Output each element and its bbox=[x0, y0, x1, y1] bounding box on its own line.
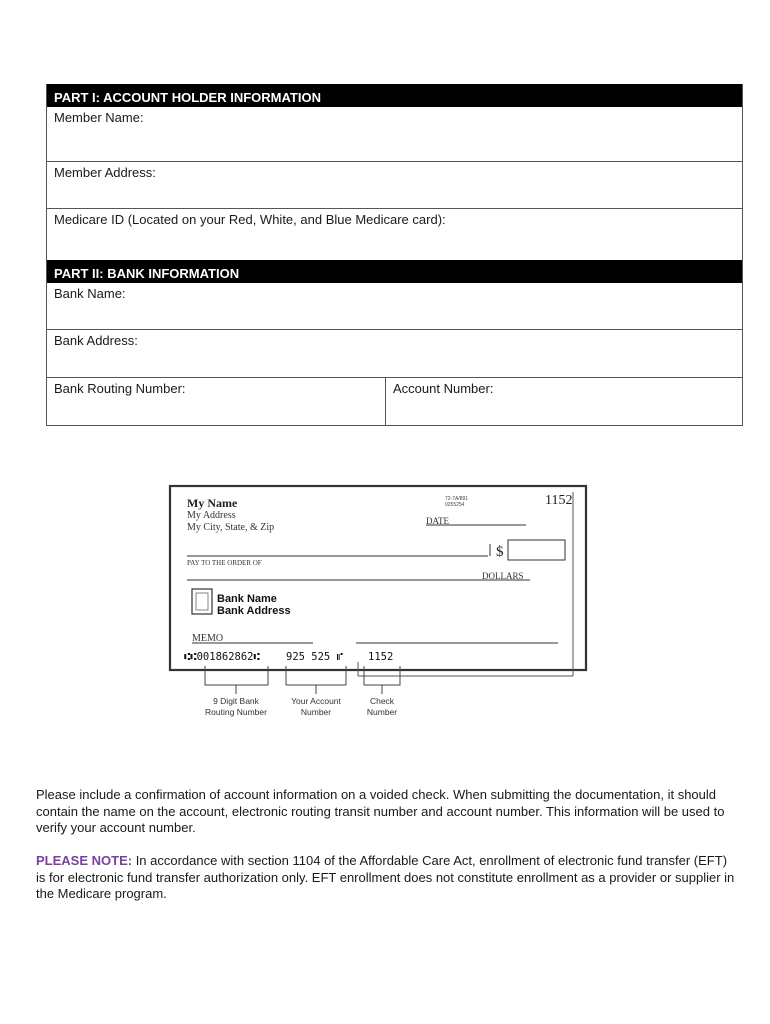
bank-address-label: Bank Address: bbox=[54, 333, 138, 348]
routing-account-row bbox=[47, 377, 742, 425]
check-amount-box bbox=[508, 540, 565, 560]
member-address-label: Member Address: bbox=[54, 165, 156, 180]
member-address-field[interactable] bbox=[47, 161, 742, 208]
check-pay-to-label: PAY TO THE ORDER OF bbox=[187, 559, 262, 567]
check-date-label: DATE bbox=[426, 516, 449, 526]
callout-check-line2: Number bbox=[366, 707, 398, 717]
bank-name-field[interactable] bbox=[47, 283, 742, 329]
account-number-label: Account Number: bbox=[393, 381, 494, 396]
callout-account-line1: Your Account bbox=[291, 696, 341, 706]
check-transit-code: 0255254 bbox=[445, 502, 465, 508]
please-note-label: PLEASE NOTE: bbox=[36, 853, 133, 868]
check-memo-label: MEMO bbox=[192, 633, 224, 644]
please-note-paragraph bbox=[36, 853, 736, 903]
part1-heading: PART I: ACCOUNT HOLDER INFORMATION bbox=[47, 84, 742, 107]
medicare-id-label: Medicare ID (Located on your Red, White, and Blue Medicare card): bbox=[54, 212, 446, 227]
callout-check-line1: Check bbox=[369, 696, 395, 706]
check-owner-address: My Address bbox=[187, 510, 236, 521]
routing-number-field[interactable] bbox=[47, 378, 386, 425]
callout-routing-line1: 9 Digit Bank bbox=[213, 696, 259, 706]
account-number-field[interactable] bbox=[386, 378, 742, 425]
check-owner-name: My Name bbox=[187, 496, 238, 510]
please-note-text: In accordance with section 1104 of the Affordable Care Act, enrollment of electronic fund transfer (EFT) is for electronic fund transfer authorization only. EFT enrollment does not constitute enrollment as a provider or supplier in the Medicare program. bbox=[36, 853, 735, 901]
micr-routing-number: ⑆⑆001862862⑆ bbox=[184, 651, 260, 663]
callout-account-line2: Number bbox=[300, 707, 332, 717]
micr-account-number: 925 525 ⑈ bbox=[286, 651, 343, 663]
check-fraction-code: 72-7A/891 bbox=[445, 496, 469, 502]
routing-number-label: Bank Routing Number: bbox=[54, 381, 186, 396]
check-bank-name: Bank Name bbox=[217, 593, 277, 605]
part2-heading: PART II: BANK INFORMATION bbox=[47, 260, 742, 283]
micr-check-number: 1152 bbox=[368, 651, 394, 663]
medicare-id-field[interactable] bbox=[47, 208, 742, 260]
bank-address-field[interactable] bbox=[47, 329, 742, 377]
bank-name-label: Bank Name: bbox=[54, 286, 126, 301]
member-name-label: Member Name: bbox=[54, 110, 144, 125]
sample-check-illustration bbox=[168, 484, 588, 724]
check-dollar-sign: $ bbox=[496, 544, 504, 560]
check-number-top: 1152 bbox=[545, 493, 573, 508]
check-owner-city: My City, State, & Zip bbox=[187, 522, 275, 533]
instructions-paragraph: Please include a confirmation of account information on a voided check. When submitting the documentation, it should contain the name on the account, electronic routing transit number and account number. This information will be used to verify your account number. bbox=[36, 787, 725, 835]
eft-form-table bbox=[46, 84, 743, 426]
member-name-field[interactable] bbox=[47, 107, 742, 161]
check-bank-address: Bank Address bbox=[217, 605, 291, 617]
check-dollars-label: DOLLARS bbox=[482, 571, 524, 581]
callout-routing-line2: Routing Number bbox=[205, 707, 267, 717]
